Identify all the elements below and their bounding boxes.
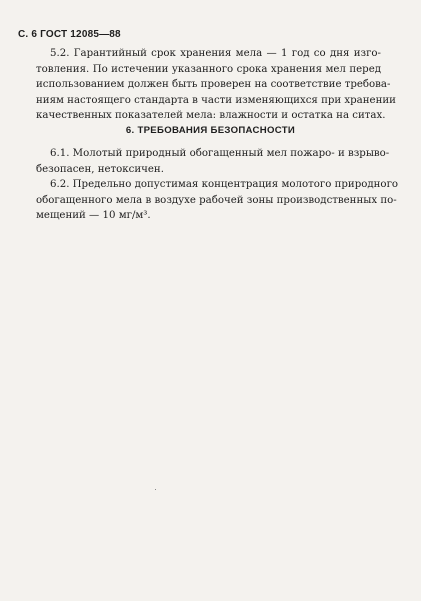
paragraph-line: 6.2. Предельно допустимая концентрация молотого природного xyxy=(50,179,399,190)
paragraph-line: использованием должен быть проверен на соответствие требова- xyxy=(36,79,391,91)
paragraph-line: мещений — 10 мг/м³. xyxy=(36,210,151,222)
paragraph-line: обогащенного мела в воздухе рабочей зоны производственных по- xyxy=(36,194,397,206)
paragraph-6-1 xyxy=(36,146,390,177)
scan-speck xyxy=(155,489,156,490)
page-header: С. 6 ГОСТ 12085—88 xyxy=(18,29,121,40)
paragraph-line: 5.2. Гарантийный срок хранения мела — 1 год со дня изго- xyxy=(50,48,381,59)
paragraph-line: 6.1. Молотый природный обогащенный мел пожаро- и взрыво- xyxy=(50,148,390,159)
paragraph-6-2 xyxy=(36,177,399,224)
paragraph-line: товления. По истечении указанного срока хранения мел перед xyxy=(36,63,381,75)
paragraph-line: ниям настоящего стандарта в части изменяющихся при хранении xyxy=(36,94,396,106)
paragraph-line: качественных показателей мела: влажности и остатка на ситах. xyxy=(36,110,386,122)
section-title: 6. ТРЕБОВАНИЯ БЕЗОПАСНОСТИ xyxy=(125,125,296,136)
paragraph-line: безопасен, нетоксичен. xyxy=(36,163,164,175)
paragraph-5-2 xyxy=(36,46,396,124)
